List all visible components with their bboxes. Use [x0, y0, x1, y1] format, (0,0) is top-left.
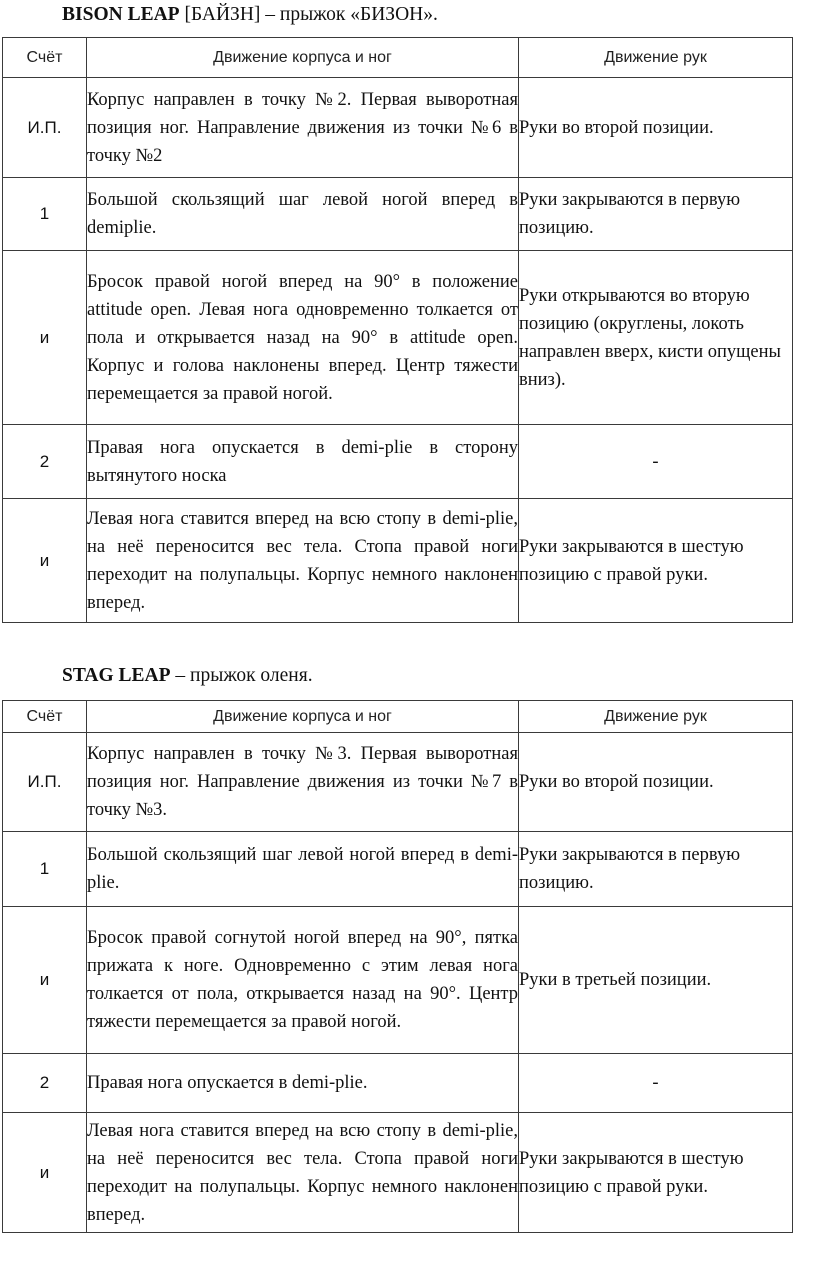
row-body-legs: Корпус направлен в точку №3. Первая выворотная позиция ног. Направление движения из точки №7 в точку №3. [87, 733, 519, 832]
table-row [3, 425, 793, 499]
row-body-legs: Корпус направлен в точку №2. Первая выворотная позиция ног. Направление движения из точки №6 в точку №2 [87, 78, 519, 178]
row-arms: Руки во второй позиции. [519, 78, 793, 178]
table-row [3, 1113, 793, 1233]
section-title-rest: [БАЙЗН] – прыжок «БИЗОН». [179, 4, 438, 25]
table-row [3, 178, 793, 251]
table-header-row [3, 38, 793, 78]
row-body-legs: Большой скользящий шаг левой ногой вперед в demiplie. [87, 178, 519, 251]
row-body-legs: Большой скользящий шаг левой ногой вперед в demi-plie. [87, 832, 519, 907]
row-body-legs: Правая нога опускается в demi-plie в сторону вытянутого носка [87, 425, 519, 499]
row-body-legs: Правая нога опускается в demi-plie. [87, 1054, 519, 1113]
header-arms: Движение рук [519, 38, 793, 78]
row-body-legs: Бросок правой ногой вперед на 90° в положение attitude open. Левая нога одновременно толкается от пола и открывается назад на 90° в attitude open. Корпус и голова наклонены вперед. Центр тяжести перемещается за правой ногой. [87, 251, 519, 425]
header-arms: Движение рук [519, 701, 793, 733]
row-arms: Руки закрываются в первую позицию. [519, 178, 793, 251]
row-count: 1 [3, 178, 87, 251]
row-arms: - [519, 425, 793, 499]
table-row [3, 907, 793, 1054]
row-count: и [3, 907, 87, 1054]
row-count: 2 [3, 1054, 87, 1113]
row-arms: Руки в третьей позиции. [519, 907, 793, 1054]
section-title-bold: BISON LEAP [62, 4, 180, 25]
header-body-legs: Движение корпуса и ног [87, 701, 519, 733]
section-title-stag-leap [62, 664, 313, 688]
row-count: 1 [3, 832, 87, 907]
row-body-legs: Левая нога ставится вперед на всю стопу в demi-plie, на неё переносится вес тела. Стопа правой ноги переходит на полупальцы. Корпус немного наклонен вперед. [87, 1113, 519, 1233]
table-row [3, 499, 793, 623]
row-count: и [3, 251, 87, 425]
row-arms: Руки закрываются в шестую позицию с правой руки. [519, 499, 793, 623]
row-body-legs: Бросок правой согнутой ногой вперед на 90°, пятка прижата к ноге. Одновременно с этим левая нога толкается от пола, открывается назад на 90°. Центр тяжести перемещается за правой ногой. [87, 907, 519, 1054]
section-title-bold: STAG LEAP [62, 665, 171, 686]
section-title-bison-leap [62, 3, 438, 27]
row-count: и [3, 499, 87, 623]
row-arms: Руки закрываются в шестую позицию с правой руки. [519, 1113, 793, 1233]
table-row [3, 251, 793, 425]
header-count: Счёт [3, 701, 87, 733]
row-count: И.П. [3, 733, 87, 832]
row-count: И.П. [3, 78, 87, 178]
row-arms: Руки открываются во вторую позицию (округлены, локоть направлен вверх, кисти опущены вниз). [519, 251, 793, 425]
stag-leap-table [2, 700, 793, 1233]
header-body-legs: Движение корпуса и ног [87, 38, 519, 78]
table-row [3, 733, 793, 832]
row-count: 2 [3, 425, 87, 499]
table-row [3, 832, 793, 907]
row-arms: Руки закрываются в первую позицию. [519, 832, 793, 907]
table-row [3, 78, 793, 178]
section-title-rest: – прыжок оленя. [170, 665, 313, 686]
row-arms: - [519, 1054, 793, 1113]
table-header-row [3, 701, 793, 733]
row-arms: Руки во второй позиции. [519, 733, 793, 832]
bison-leap-table [2, 37, 793, 623]
row-body-legs: Левая нога ставится вперед на всю стопу в demi-plie, на неё переносится вес тела. Стопа правой ноги переходит на полупальцы. Корпус немного наклонен вперед. [87, 499, 519, 623]
table-row [3, 1054, 793, 1113]
row-count: и [3, 1113, 87, 1233]
header-count: Счёт [3, 38, 87, 78]
